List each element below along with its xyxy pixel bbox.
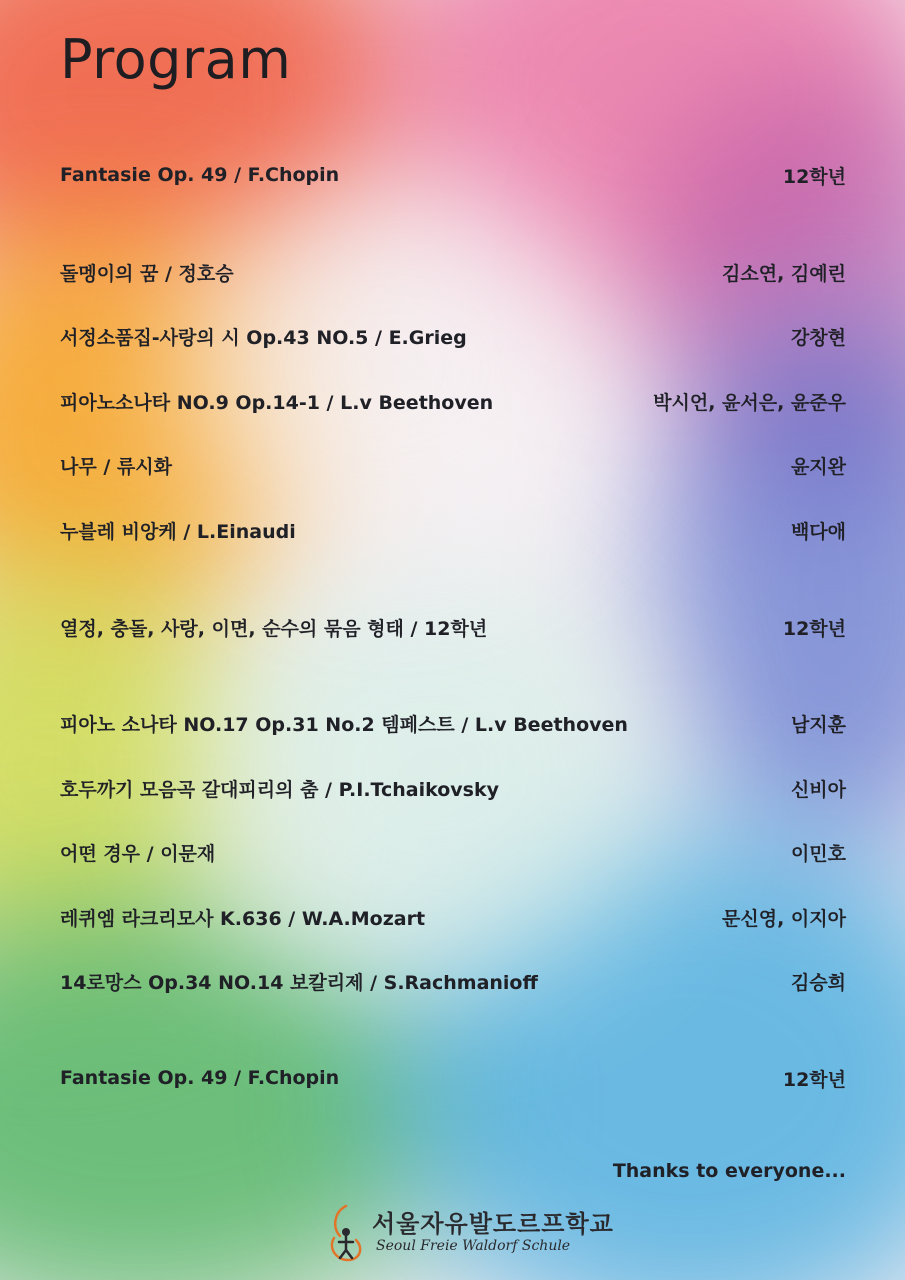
piece-title: 서정소품집-사랑의 시 Op.43 NO.5 / E.Grieg [60, 326, 467, 349]
page-title: Program [60, 28, 292, 91]
performer: 문신영, 이지아 [722, 907, 846, 930]
performer: 강창현 [790, 326, 846, 349]
performer: 김승희 [790, 971, 846, 994]
program-item [60, 773, 846, 803]
piece-title: 호두까기 모음곡 갈대피리의 춤 / P.I.Tchaikovsky [60, 778, 500, 801]
waldorf-figure-icon [326, 1202, 366, 1264]
program-item [60, 450, 846, 480]
program-item [60, 966, 846, 996]
piece-title: Fantasie Op. 49 / F.Chopin [60, 164, 340, 186]
program-item [60, 837, 846, 867]
school-name-korean: 서울자유발도르프학교 [372, 1209, 614, 1238]
performer: 남지훈 [790, 713, 846, 736]
program-item [60, 257, 846, 287]
performer: 백다애 [790, 520, 846, 543]
school-logo [326, 1200, 614, 1270]
piece-title: 누블레 비앙케 / L.Einaudi [60, 520, 296, 543]
program-item [60, 160, 846, 190]
program-item [60, 902, 846, 932]
performer: 12학년 [782, 165, 846, 188]
piece-title: 레퀴엠 라크리모사 K.636 / W.A.Mozart [60, 907, 426, 930]
performer: 이민호 [790, 842, 846, 865]
piece-title: 14로망스 Op.34 NO.14 보칼리제 / S.Rachmanioff [60, 971, 538, 994]
performer: 박시언, 윤서은, 윤준우 [653, 391, 846, 414]
piece-title: 나무 / 류시화 [60, 455, 172, 478]
performer: 김소연, 김예린 [722, 262, 846, 285]
piece-title: 피아노소나타 NO.9 Op.14-1 / L.v Beethoven [60, 391, 494, 414]
piece-title: Fantasie Op. 49 / F.Chopin [60, 1067, 340, 1089]
program-item [60, 515, 846, 545]
program-item [60, 1063, 846, 1093]
piece-title: 어떤 경우 / 이문재 [60, 842, 216, 865]
program-item [60, 321, 846, 351]
performer: 12학년 [782, 1068, 846, 1091]
piece-title: 돌멩이의 꿈 / 정호승 [60, 262, 234, 285]
thanks-note: Thanks to everyone... [612, 1160, 846, 1182]
performer: 12학년 [782, 617, 846, 640]
performer: 윤지완 [790, 455, 846, 478]
piece-title: 열정, 충돌, 사랑, 이면, 순수의 묶음 형태 / 12학년 [60, 617, 488, 640]
program-item [60, 386, 846, 416]
program-item [60, 708, 846, 738]
school-name-english: Seoul Freie Waldorf Schule [376, 1238, 571, 1254]
performer: 신비아 [790, 778, 846, 801]
piece-title: 피아노 소나타 NO.17 Op.31 No.2 템페스트 / L.v Beethoven [60, 713, 628, 736]
program-item [60, 612, 846, 642]
